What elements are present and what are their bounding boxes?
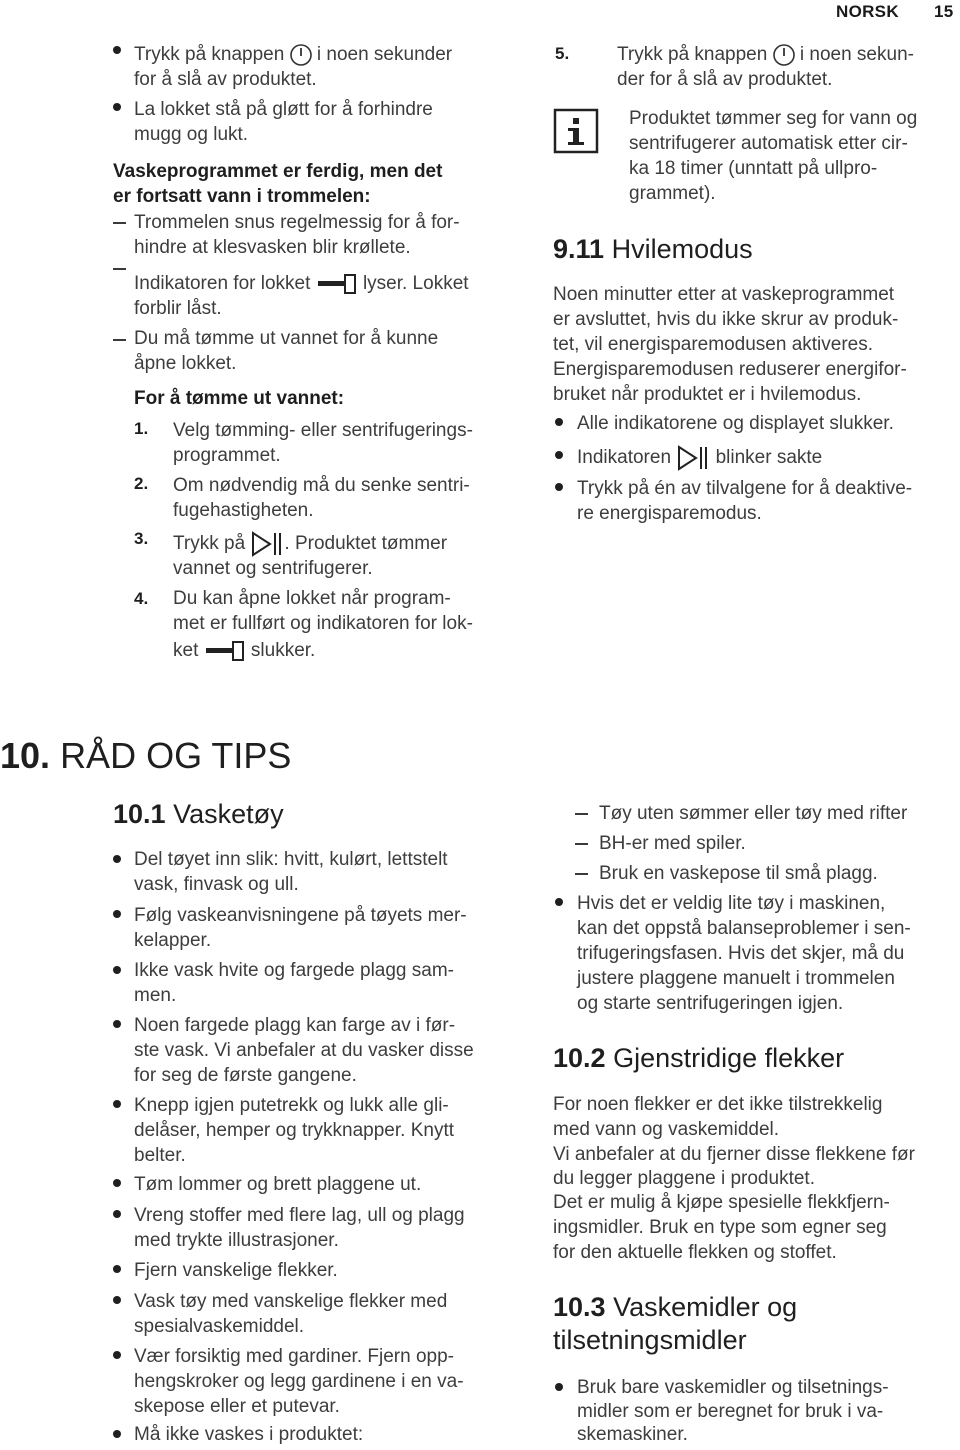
list-item: Vreng stoffer med flere lag, ull og plagg	[134, 1205, 465, 1226]
chapter-heading: 10. RÅD OG TIPS	[0, 735, 292, 776]
step-text: fugehastigheten.	[173, 500, 314, 521]
section-heading: 10.1 Vasketøy	[113, 799, 284, 829]
step-text: Trykk på knappen i noen sekun-	[617, 44, 914, 65]
paragraph-line: Noen minutter etter at vaskeprogrammet	[553, 284, 895, 305]
list-item-cont: justere plaggene manuelt i trommelen	[577, 968, 895, 989]
list-item-cont: spesialvaskemiddel.	[134, 1316, 305, 1337]
section-heading: 10.3 Vaskemidler og	[553, 1292, 798, 1322]
step-text: Du kan åpne lokket når program-	[173, 588, 451, 609]
list-item-cont: med trykte illustrasjoner.	[134, 1230, 339, 1251]
paragraph-line: tet, vil energisparemodusen aktiveres.	[553, 334, 873, 355]
list-item: Hvis det er veldig lite tøy i maskinen,	[577, 893, 886, 914]
info-text: Produktet tømmer seg for vann og	[629, 108, 918, 129]
bullet	[555, 1383, 563, 1391]
list-item-cont: men.	[134, 985, 177, 1006]
list-item: Fjern vanskelige flekker.	[134, 1260, 338, 1281]
bullet	[555, 418, 563, 426]
list-item: Trykk på én av tilvalgene for å deaktive-	[577, 478, 913, 499]
list-item-cont: forblir låst.	[134, 298, 222, 319]
step-text: Velg tømming- eller sentrifugerings-	[173, 420, 473, 441]
list-item-cont: ste vask. Vi anbefaler at du vasker disse	[134, 1040, 474, 1061]
list-item: Noen fargede plagg kan farge av i før-	[134, 1015, 456, 1036]
section-heading: 10.2 Gjenstridige flekker	[553, 1043, 845, 1073]
list-item: Indikatoren blinker sakte	[577, 444, 822, 472]
language-label: NORSK	[836, 2, 899, 21]
lock-indicator-icon	[204, 640, 246, 662]
step-text: programmet.	[173, 445, 281, 466]
list-item: Ikke vask hvite og fargede plagg sam-	[134, 960, 455, 981]
subheading: Vaskeprogrammet er ferdig, men det	[113, 161, 443, 182]
list-item-cont: re energisparemodus.	[577, 503, 762, 524]
list-item: Vask tøy med vanskelige flekker med	[134, 1291, 448, 1312]
step-text: met er fullført og indikatoren for lok-	[173, 613, 473, 634]
list-item: Trommelen snus regelmessig for å for-	[134, 212, 460, 233]
list-item-cont: belter.	[134, 1145, 186, 1166]
paragraph-line: for den aktuelle flekken og stoffet.	[553, 1242, 837, 1263]
page-number: 15	[934, 2, 954, 21]
info-text: grammet).	[629, 183, 716, 204]
power-icon	[290, 43, 312, 67]
bullet	[113, 1351, 121, 1359]
bullet	[113, 1265, 121, 1273]
bullet	[113, 46, 121, 54]
list-item: Alle indikatorene og displayet slukker.	[577, 413, 894, 434]
step-text: Om nødvendig må du senke sentri-	[173, 475, 470, 496]
list-item: Indikatoren for lokket lyser. Lokket	[134, 273, 469, 294]
list-item: Trykk på knappen i noen sekunder	[134, 44, 453, 65]
subheading: er fortsatt vann i trommelen:	[113, 186, 371, 207]
step-text: vannet og sentrifugerer.	[173, 558, 373, 579]
step-text: ket slukker.	[173, 640, 316, 661]
bullet	[555, 898, 563, 906]
paragraph-line: Energisparemodusen reduserer energifor-	[553, 359, 907, 380]
step-number: 2.	[134, 474, 149, 493]
bullet	[113, 103, 121, 111]
start-pause-icon	[250, 530, 284, 558]
list-item-cont: skepose eller et putevar.	[134, 1396, 340, 1417]
paragraph-line: ingsmidler. Bruk en type som egner seg	[553, 1217, 887, 1238]
paragraph-line: Vi anbefaler at du fjerner disse flekkene før	[553, 1144, 915, 1165]
bullet	[113, 1020, 121, 1028]
paragraph-line: bruket når produktet er i hvilemodus.	[553, 384, 862, 405]
paragraph-line: med vann og vaskemiddel.	[553, 1119, 780, 1140]
list-item-cont: hengskroker og legg gardinene i en va-	[134, 1371, 464, 1392]
list-item: Du må tømme ut vannet for å kunne	[134, 328, 439, 349]
step-text: Trykk på . Produktet tømmer	[173, 530, 447, 558]
list-item: Bruk en vaskepose til små plagg.	[599, 863, 878, 884]
section-heading: 9.11 Hvilemodus	[553, 234, 753, 264]
dash	[113, 222, 126, 224]
paragraph-line: er avsluttet, hvis du ikke skrur av produk-	[553, 309, 899, 330]
bullet	[113, 1296, 121, 1304]
bullet	[113, 910, 121, 918]
list-item: BH-er med spiler.	[599, 833, 746, 854]
list-item: Knepp igjen putetrekk og lukk alle gli-	[134, 1095, 449, 1116]
step-number: 3.	[134, 529, 149, 548]
list-item-cont: åpne lokket.	[134, 353, 237, 374]
list-item: Følg vaskeanvisningene på tøyets mer-	[134, 905, 467, 926]
list-item: Del tøyet inn slik: hvitt, kulørt, lettstelt	[134, 849, 448, 870]
bullet	[113, 1179, 121, 1187]
bullet	[113, 1210, 121, 1218]
section-heading-cont: tilsetningsmidler	[553, 1325, 747, 1355]
paragraph-line: For noen flekker er det ikke tilstrekkelig	[553, 1094, 883, 1115]
paragraph-line: du legger plaggene i produktet.	[553, 1168, 815, 1189]
list-item: Bruk bare vaskemidler og tilsetnings-	[577, 1377, 889, 1398]
info-icon	[553, 108, 599, 154]
bullet	[113, 966, 121, 974]
step-text: der for å slå av produktet.	[617, 69, 833, 90]
list-item: Tøy uten sømmer eller tøy med rifter	[599, 803, 908, 824]
list-item: Må ikke vaskes i produktet:	[134, 1424, 364, 1445]
step-number: 1.	[134, 419, 149, 438]
subheading: For å tømme ut vannet:	[134, 388, 345, 409]
dash	[113, 339, 126, 341]
list-item-cont: kan det oppstå balanseproblemer i sen-	[577, 918, 911, 939]
list-item-cont: skemaskiner.	[577, 1424, 688, 1445]
list-item-cont: og starte sentrifugeringen igjen.	[577, 993, 844, 1014]
bullet	[113, 855, 121, 863]
dash	[575, 873, 588, 875]
step-number: 4.	[134, 589, 149, 608]
step-number: 5.	[555, 44, 570, 63]
dash	[575, 843, 588, 845]
list-item: La lokket stå på gløtt for å forhindre	[134, 99, 433, 120]
bullet	[113, 1430, 121, 1438]
list-item: Vær forsiktig med gardiner. Fjern opp-	[134, 1346, 454, 1367]
list-item-cont: vask, finvask og ull.	[134, 874, 299, 895]
list-item-cont: kelapper.	[134, 930, 212, 951]
bullet	[555, 483, 563, 491]
list-item-cont: for seg de første gangene.	[134, 1065, 357, 1086]
power-icon	[773, 43, 795, 67]
list-item-cont: hindre at klesvasken blir krøllete.	[134, 237, 411, 258]
lock-indicator-icon	[316, 273, 358, 295]
list-item-cont: midler som er beregnet for bruk i va-	[577, 1401, 884, 1422]
list-item-cont: delåser, hemper og trykknapper. Knytt	[134, 1120, 455, 1141]
bullet	[555, 451, 563, 459]
bullet	[113, 1100, 121, 1108]
dash	[575, 813, 588, 815]
info-text: sentrifugerer automatisk etter cir-	[629, 133, 908, 154]
list-item-cont: for å slå av produktet.	[134, 69, 317, 90]
list-item-cont: mugg og lukt.	[134, 124, 249, 145]
list-item: Tøm lommer og brett plaggene ut.	[134, 1174, 422, 1195]
list-item-cont: trifugeringsfasen. Hvis det skjer, må du	[577, 943, 905, 964]
paragraph-line: Det er mulig å kjøpe spesielle flekkfjern-	[553, 1192, 890, 1213]
info-text: ka 18 timer (unntatt på ullpro-	[629, 158, 878, 179]
start-pause-icon	[676, 444, 710, 472]
dash	[113, 268, 126, 270]
